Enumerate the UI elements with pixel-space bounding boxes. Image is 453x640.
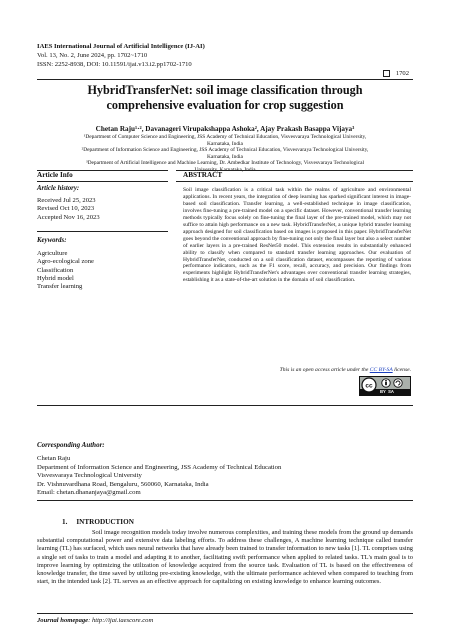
cc-license-badge[interactable] [359,376,411,396]
author-university: Visvesvaraya Technological University [37,472,142,479]
abstract-bottom-rule [37,405,413,406]
affiliation-line: ³Department of Artificial Intelligence and Machine Learning, Dr. Ambedkar Institute of Technology, Visvesvaraya Technological [85,160,364,167]
cc-badge-label: BY SA [380,389,394,394]
abstract-rule [176,181,413,182]
journal-name: IAES International Journal of Artificial Intelligence (IJ-AI) [37,43,205,50]
author-email[interactable]: Email: chetan.dhananjaya@gmail.com [37,489,141,496]
svg-text:cc: cc [365,382,373,390]
introduction-text: Soil image recognition models today involve numerous complexities, and training these models from the ground up demands substantial computational power and extensive data labeling efforts. To address these challenges, A machine learning technique called transfer learning (TL) has surfaced, which uses neural networks that have already been trained to transfer information to new tasks [1]. TL comprises using a single set of tasks to train a model and adapting it to another, facilitating swift performance when applied to related tasks. TL's main goal is to improve learning by optimizing the utilization of knowledge acquired from the source task. Evaluation of TL is based on the effectiveness of knowledge transfer, the time saved by utilizing pre-existing knowledge, with the ultimate performance achieved when compared to teaching from start, in the intended task [2]. TL serves as an effective approach for capitalizing on existing knowledge to enhance learning outcomes. [37,529,413,586]
article-history-heading: Article history: [37,185,80,192]
accepted-date: Accepted Nov 16, 2023 [37,213,100,221]
author-list: Chetan Raju¹·², Davanageri Virupakshappa Ashoka², Ajay Prakash Basappa Vijaya³ [95,125,355,133]
page-number-block [383,70,409,77]
corresponding-rule [37,500,413,501]
introduction-heading: 1. INTRODUCTION [62,518,134,526]
keywords-heading: Keywords: [37,237,67,244]
affiliation-line: ²Department of Information Science and Engineering, JSS Academy of Technical Education, Visvesvaraya Technological University, [81,147,369,154]
keyword-item: Transfer learning [37,283,83,291]
keyword-item: Agriculture [37,250,68,257]
corresponding-author-heading: Corresponding Author: [37,441,105,449]
article-info-rule [37,181,168,182]
abstract-text: Soil image classification is a critical task within the realms of agriculture and environmental applications. In recent years, the integration of deep learning has sparked significant interest in image-based soil classification. Transfer learning, a well-established technique in image classification, involves fine-tuning a pre-trained model on a specific dataset. However, conventional transfer learning methods typically focus solely on fine-tuning the final layer of the pre-trained model, which may not suffice to attain high performance on a new task. HybridTransferNet, a unique hybrid transfer learning approach designed for soil classification based on images is proposed in this paper. HybridTransferNet goes beyond the conventional approach by fine-tuning not only the final layer but also a select number of earlier layers in a pre-trained ResNet50 model. This extension results in substantially enhanced ability to classify when compared to standard transfer learning approaches. Our evaluation of HybridTransferNet, conducted on a soil classification dataset, encompasses the reporting of various performance indicators, such as the F1 score, recall, accuracy, and precision. Our findings from experiments highlight HybridTransferNet's advantages over conventional transfer learning strategies, establishing it as a state-of-the-art solution in the domain of soil classification. [183,187,411,284]
affiliation-line: University, Karnataka, India [194,167,256,173]
article-info-heading: Article Info [37,171,73,179]
footer-rule [37,613,413,614]
license-statement: This is an open access article under the CC BY-SA license. [279,367,411,373]
affiliation-line: Karnataka, India [207,140,243,147]
history-rule [37,231,168,232]
cc-by-sa-link[interactable]: CC BY-SA [369,367,393,373]
revised-date: Revised Oct 10, 2023 [37,205,95,213]
author-name: Chetan Raju [37,455,71,462]
affiliation-line: Karnataka, India [207,153,243,160]
keyword-item: Hybrid model [37,274,74,282]
abstract-heading: ABSTRACT [183,171,223,179]
volume-line: Vol. 13, No. 2, June 2024, pp. 1702~1710 [37,52,148,59]
header-rule [37,79,413,80]
keyword-item: Classification [37,266,74,274]
page-number: 1702 [395,70,409,77]
author-department: Department of Information Science and Engineering, JSS Academy of Technical Education [37,463,282,471]
journal-homepage[interactable]: Journal homepage: http://ijai.iaescore.com [37,617,154,624]
affiliation-line: ¹Department of Computer Science and Engineering, JSS Academy of Technical Education, Visvesvaraya Technological University, [83,134,367,140]
author-address: Dr. Vishnuvardhana Road, Bengaluru, 560060, Karnataka, India [37,480,209,488]
received-date: Received Jul 25, 2023 [37,197,96,204]
issn-doi-line: ISSN: 2252-8938, DOI: 10.11591/ijai.v13.i2.pp1702-1710 [37,61,192,68]
keyword-item: Agro-ecological zone [37,258,94,266]
paper-title: HybridTransferNet: soil image classification through comprehensive evaluation for crop suggestion [87,83,363,112]
square-icon [383,70,390,77]
